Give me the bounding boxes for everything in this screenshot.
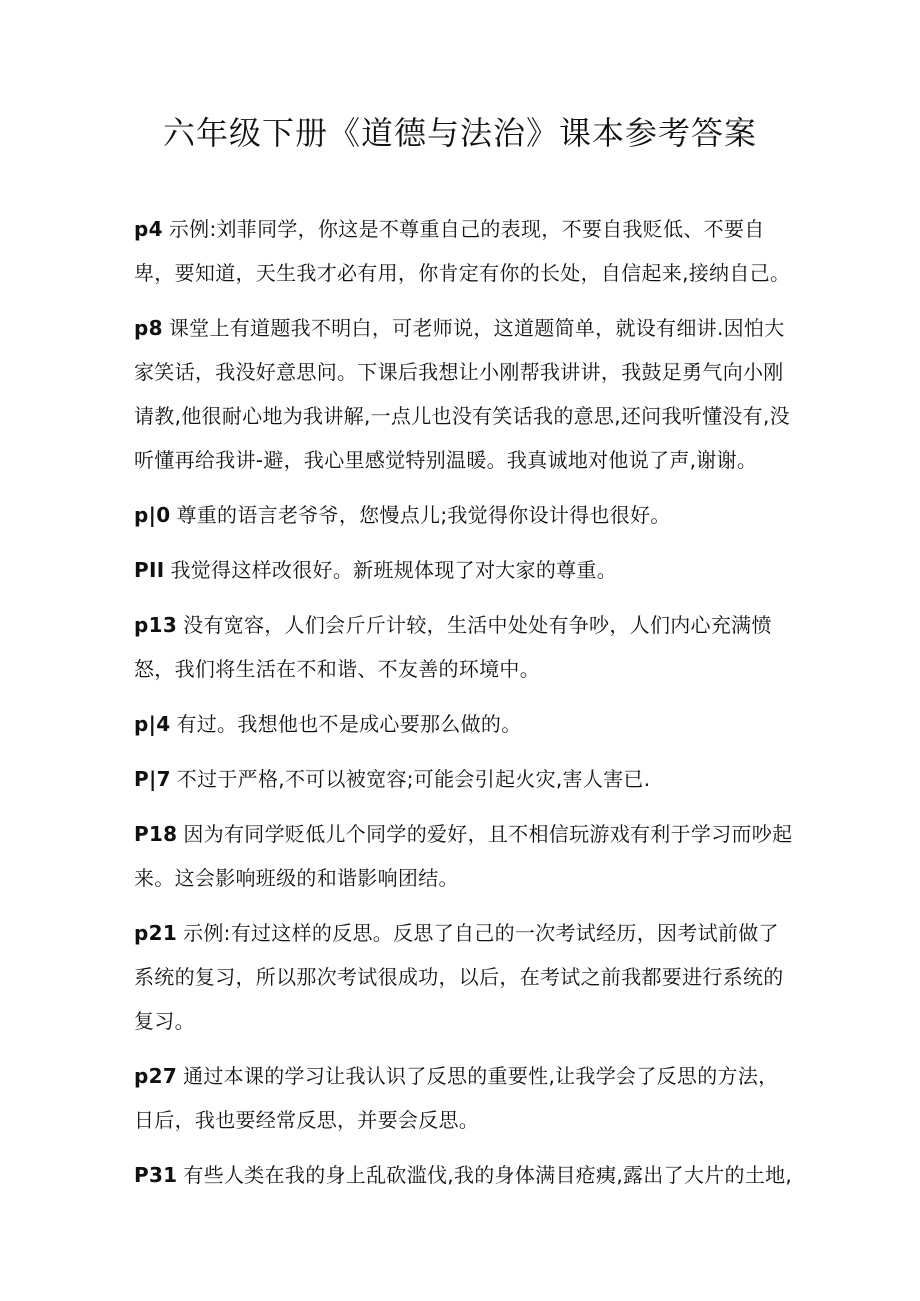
- page-title: 六年级下册《道德与法治》课本参考答案: [162, 114, 757, 152]
- answer-paragraph: [134, 493, 796, 537]
- answer-paragraph: [134, 306, 796, 482]
- answer-paragraph: [134, 603, 796, 691]
- answer-paragraph: [134, 812, 796, 900]
- page-label: p8: [134, 316, 163, 340]
- answer-text: 示例:刘菲同学，你这是不尊重自己的表现，不要自我贬低、不要自卑，要知道，天生我才必有用，你肯定有你的长处，自信起来,接纳自己。: [134, 217, 791, 285]
- answer-text: 尊重的语言老爷爷，您慢点儿;我觉得你设计得也很好。: [176, 503, 671, 527]
- answer-text: 没有宽容，人们会斤斤计较，生活中处处有争吵，人们内心充满愤怒，我们将生活在不和谐、不友善的环境中。: [134, 613, 772, 681]
- answer-paragraph: [134, 911, 796, 1043]
- answer-paragraph: [134, 1054, 796, 1142]
- page-label: p4: [134, 217, 163, 241]
- page-label: P31: [134, 1163, 178, 1187]
- answer-text: 课堂上有道题我不明白，可老师说，这道题简单，就设有细讲.因怕大家笑话，我没好意思问。下课后我想让小刚帮我讲讲，我鼓足勇气向小刚请教,他很耐心地为我讲解,一点儿也没有笑话我的意思,还问我听懂没有,没听懂再给我讲-避，我心里感觉特别温暖。我真诚地对他说了声,谢谢。: [134, 316, 790, 472]
- answer-text: 不过于严格,不可以被宽容;可能会引起火灾,害人害已.: [176, 767, 651, 791]
- page-label: p|0: [134, 503, 171, 527]
- answer-paragraph: [134, 702, 796, 746]
- page-label: p|4: [134, 712, 171, 736]
- answer-paragraph: [134, 548, 796, 592]
- answer-paragraph: [134, 757, 796, 801]
- answer-text: 通过本课的学习让我认识了反思的重要性,让我学会了反思的方法，日后，我也要经常反思，并要会反思。: [134, 1064, 779, 1132]
- page-label: P|7: [134, 767, 171, 791]
- page-label: p13: [134, 613, 178, 637]
- page-label: p21: [134, 921, 178, 945]
- answer-text: 我觉得这样改很好。新班规体现了对大家的尊重。: [170, 558, 618, 582]
- answer-paragraph: [134, 207, 796, 295]
- answer-paragraph: [134, 1153, 796, 1197]
- answer-list: [134, 207, 796, 1208]
- answer-text: 有过。我想他也不是成心要那么做的。: [176, 712, 522, 736]
- answer-text: 因为有同学贬低儿个同学的爱好，且不相信玩游戏有利于学习而吵起来。这会影响班级的和谐影响团结。: [134, 822, 793, 890]
- answer-text: 示例:有过这样的反思。反思了自己的一次考试经历，因考试前做了系统的复习，所以那次考试很成功，以后，在考试之前我都要进行系统的复习。: [134, 921, 784, 1033]
- answer-text: 有些人类在我的身上乱砍滥伐,我的身体满目疮痍,露出了大片的土地,: [183, 1163, 793, 1187]
- page-label: PII: [134, 558, 165, 582]
- page-label: P18: [134, 822, 178, 846]
- page-label: p27: [134, 1064, 178, 1088]
